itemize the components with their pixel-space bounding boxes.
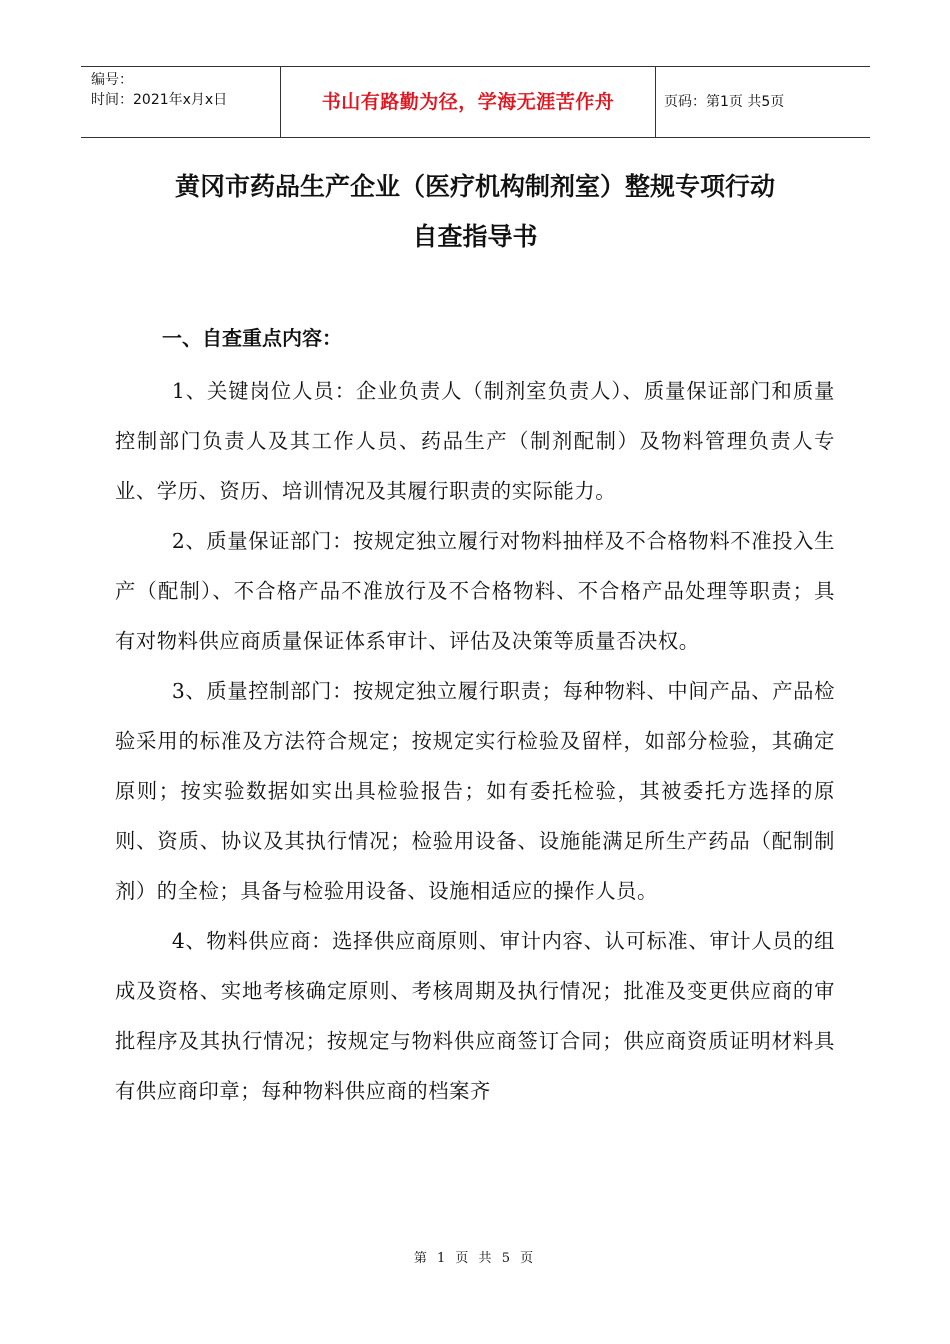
header-page-info: 页码：第1页 共5页 [664,94,785,110]
document-body [115,366,835,1116]
page-footer: 第 1 页 共 5 页 [413,1251,537,1266]
document-header [81,66,870,138]
header-motto-cell [281,67,656,137]
document-title-line1: 黄冈市药品生产企业（医疗机构制剂室）整规专项行动 [174,172,775,201]
header-page-cell [656,67,870,137]
document-date: 时间：2021年x月x日 [91,92,228,108]
paragraph-material-suppliers: 4、物料供应商：选择供应商原则、审计内容、认可标准、审计人员的组成及资格、实地考核确定原则、考核周期及执行情况；批准及变更供应商的审批程序及其执行情况；按规定与物料供应商签订合同；供应商资质证明材料具有供应商印章；每种物料供应商的档案齐 [115,929,835,1103]
paragraph-quality-control: 3、质量控制部门：按规定独立履行职责；每种物料、中间产品、产品检验采用的标准及方法符合规定；按规定实行检验及留样，如部分检验，其确定原则；按实验数据如实出具检验报告；如有委托检验，其被委托方选择的原则、资质、协议及其执行情况；检验用设备、设施能满足所生产药品（配制制剂）的全检；具备与检验用设备、设施相适应的操作人员。 [115,679,835,903]
document-title-line2: 自查指导书 [412,222,538,251]
document-number-label: 编号： [91,72,133,88]
section-heading: 一、自查重点内容： [162,326,342,350]
header-meta-cell [81,67,281,137]
paragraph-quality-assurance: 2、质量保证部门：按规定独立履行对物料抽样及不合格物料不准投入生产（配制）、不合格产品不准放行及不合格物料、不合格产品处理等职责；具有对物料供应商质量保证体系审计、评估及决策等质量否决权。 [115,529,835,653]
paragraph-key-personnel: 1、关键岗位人员：企业负责人（制剂室负责人）、质量保证部门和质量控制部门负责人及其工作人员、药品生产（制剂配制）及物料管理负责人专业、学历、资历、培训情况及其履行职责的实际能力。 [115,379,835,503]
header-motto: 书山有路勤为径，学海无涯苦作舟 [321,91,615,113]
